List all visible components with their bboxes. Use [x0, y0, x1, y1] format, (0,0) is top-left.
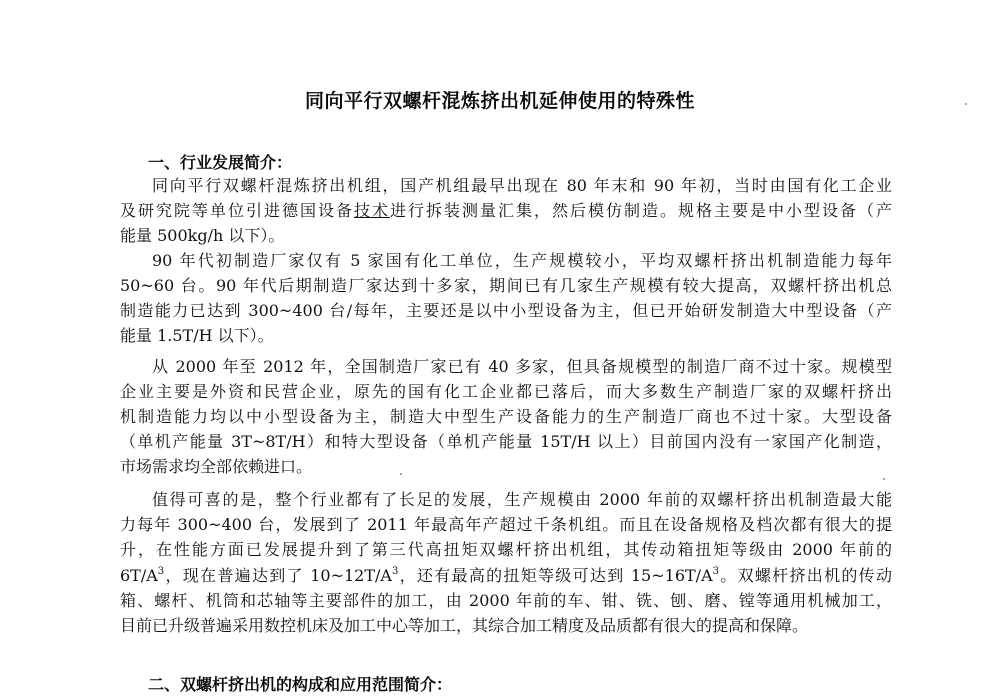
paragraph-3-line-4: （单机产能量 3T~8T/H）和特大型设备（单机产能量 15T/H 以上）目前国内没有一家国产化制造，	[120, 432, 892, 451]
text-segment: 。双螺杆挤出机的传动	[719, 566, 892, 585]
paragraph-3-line-3: 机制造能力均以中小型设备为主，制造大中型生产设备能力的生产制造厂商也不过十家。大型设备	[120, 407, 892, 426]
superscript: 3	[712, 566, 719, 577]
paragraph-2-line-1: 90 年代初制造厂家仅有 5 家国有化工单位，生产规模较小，平均双螺杆挤出机制造能力每年	[152, 251, 892, 270]
text-segment: 进行拆装测量汇集，然后模仿制造。规格主要是中小型设备（产	[390, 201, 892, 220]
paragraph-4-line-1: 值得可喜的是，整个行业都有了长足的发展，生产规模由 2000 年前的双螺杆挤出机制造最大能	[152, 490, 892, 509]
superscript: 3	[157, 566, 165, 577]
underlined-term: 技术	[354, 201, 390, 220]
superscript: 3	[391, 566, 399, 577]
paragraph-2-line-3: 制造能力已达到 300~400 台/每年，主要还是以中小型设备为主，但已开始研发制造大中型设备（产	[120, 301, 892, 320]
section-heading-1: 一、行业发展简介：	[148, 153, 293, 172]
scan-speck	[965, 103, 967, 105]
scan-speck	[883, 478, 885, 480]
paragraph-2-line-4: 能量 1.5T/H 以下）。	[120, 326, 274, 345]
paragraph-3-line-5: 市场需求均全部依赖进口。	[120, 457, 313, 476]
paragraph-4-line-6: 目前已升级普遍采用数控机床及加工中心等加工，其综合加工精度及品质都有很大的提高和保障。	[120, 616, 809, 635]
text-segment: ，还有最高的扭矩等级可达到 15~16T/A	[398, 566, 713, 585]
paragraph-2-line-2: 50~60 台。90 年代后期制造厂家达到十多家，期间已有几家生产规模有较大提高，双螺杆挤出机总	[120, 276, 892, 295]
paragraph-1-line-3: 能量 500kg/h 以下）。	[120, 226, 285, 245]
text-segment: 6T/A	[120, 566, 158, 585]
paragraph-1-line-2	[120, 201, 892, 221]
paragraph-4-line-2: 力每年 300~400 台，发展到了 2011 年最高年产超过千条机组。而且在设备规格及档次都有很大的提	[120, 515, 892, 534]
paragraph-4-line-3: 升，在性能方面已发展提升到了第三代高扭矩双螺杆挤出机组，其传动箱扭矩等级由 2000 年前的	[120, 540, 892, 559]
paragraph-4-line-5: 箱、螺杆、机筒和芯轴等主要部件的加工，由 2000 年前的车、钳、铣、刨、磨、镗等通用机械加工，	[120, 591, 892, 610]
paragraph-4-line-4	[120, 566, 892, 586]
paragraph-3-line-1: 从 2000 年至 2012 年，全国制造厂家已有 40 多家，但具备规模型的制造厂商不过十家。规模型	[152, 357, 892, 376]
text-segment: ，现在普遍达到了 10~12T/A	[164, 566, 392, 585]
section-heading-2: 二、双螺杆挤出机的构成和应用范围简介：	[148, 675, 453, 694]
paragraph-1-line-1: 同向平行双螺杆混炼挤出机组，国产机组最早出现在 80 年末和 90 年初，当时由国有化工企业	[152, 176, 892, 195]
scan-speck	[400, 473, 402, 475]
document-title: 同向平行双螺杆混炼挤出机延伸使用的特殊性	[304, 90, 695, 112]
paragraph-3-line-2: 企业主要是外资和民营企业，原先的国有化工企业都已落后，而大多数生产制造厂家的双螺杆挤出	[120, 382, 892, 401]
text-segment: 及研究院等单位引进德国设备	[120, 201, 354, 220]
